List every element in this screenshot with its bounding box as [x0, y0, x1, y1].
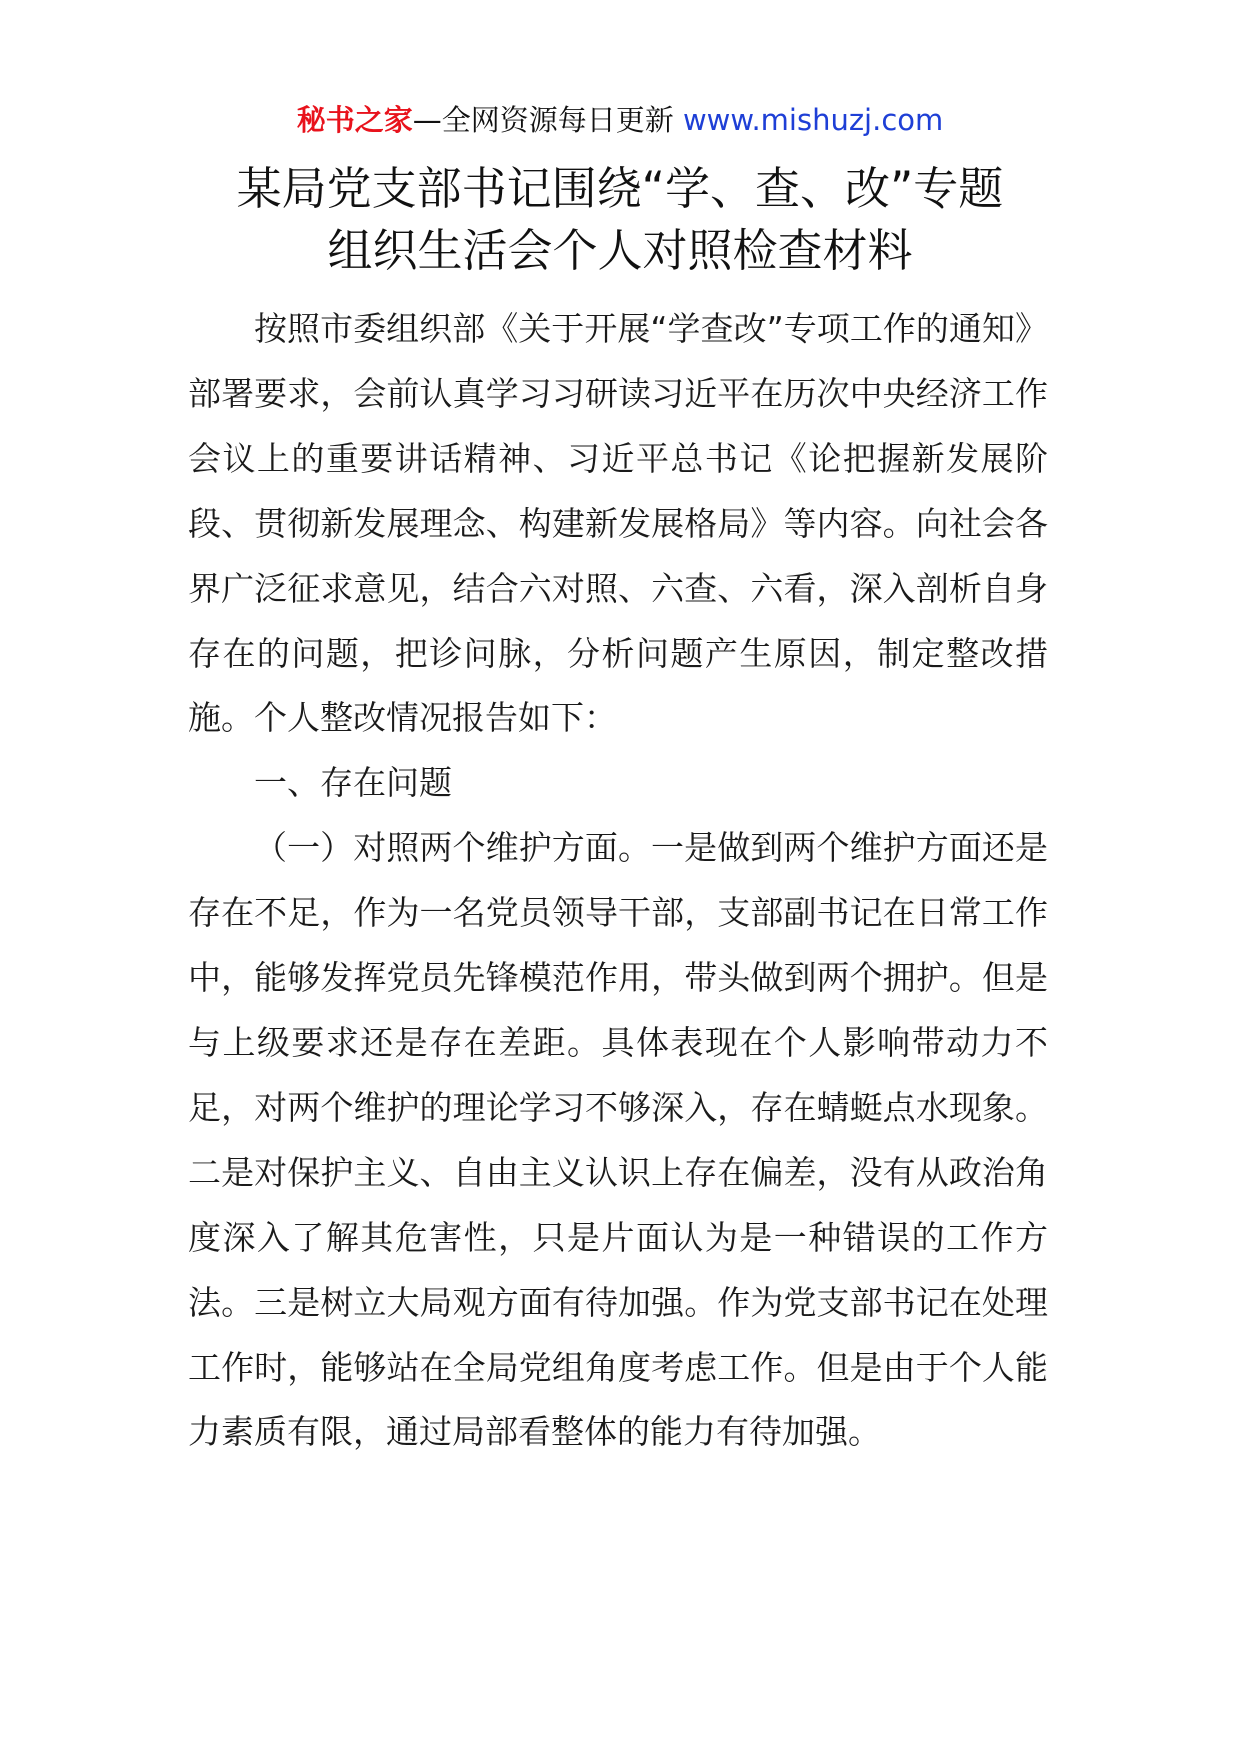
section-heading: 一、存在问题: [254, 763, 452, 803]
brand-name: 秘书之家: [296, 103, 413, 137]
site-url: www.mishuzj.com: [682, 103, 944, 137]
section-paragraph: （一）对照两个维护方面。一是做到两个维护方面还是存在不足，作为一名党员领导干部，支部副书记在日常工作中，能够发挥党员先锋模范作用，带头做到两个拥护。但是与上级要求还是存在差距。具体表现在个人影响带动力不足，对两个维护的理论学习不够深入，存在蜻蜓点水现象。二是对保护主义、自由主义认识上存在偏差，没有从政治角度深入了解其危害性，只是片面认为是一种错误的工作方法。三是树立大局观方面有待加强。作为党支部书记在处理工作时，能够站在全局党组角度考虑工作。但是由于个人能力素质有限，通过局部看整体的能力有待加强。: [188, 828, 1048, 1452]
intro-paragraph: 按照市委组织部《关于开展“学查改”专项工作的通知》部署要求，会前认真学习习研读习近平在历次中央经济工作会议上的重要讲话精神、习近平总书记《论把握新发展阶段、贯彻新发展理念、构建新发展格局》等内容。向社会各界广泛征求意见，结合六对照、六查、六看，深入剖析自身存在的问题，把诊问脉，分析问题产生原因，制定整改措施。个人整改情况报告如下：: [188, 309, 1048, 738]
header-slogan: —全网资源每日更新: [412, 103, 683, 137]
site-header: [0, 100, 1240, 140]
title-line-1: 某局党支部书记围绕“学、查、改”专题: [236, 162, 1004, 215]
title-line-2: 组织生活会个人对照检查材料: [327, 224, 913, 277]
document-body: [188, 297, 1048, 1465]
document-title: [0, 158, 1240, 282]
